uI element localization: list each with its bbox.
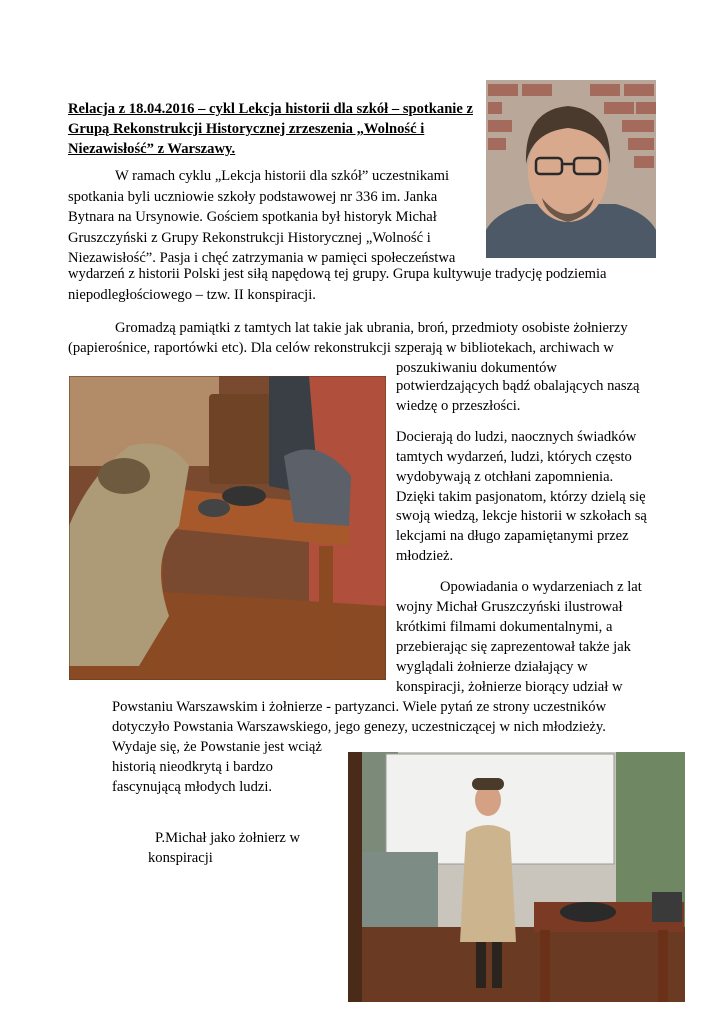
text-line: fascynującą młodych ludzi. [112, 779, 273, 795]
text-line: poszukiwaniu dokumentów [396, 360, 557, 376]
text-line: wydobywają z otchłani zapomnienia. [396, 469, 614, 485]
memorabilia-table-photo [69, 376, 386, 680]
text-line: przebierając się zaprezentował także jak [396, 639, 631, 655]
text-line: wydarzeń z historii Polski jest siłą napędową tej grupy. Grupa kultywuje tradycję podziemia [68, 266, 607, 282]
title-line: Relacja z 18.04.2016 – cykl Lekcja historii dla szkół – spotkanie z [68, 101, 473, 117]
text-line: Opowiadania o wydarzeniach z lat [440, 579, 642, 595]
text-line: Dzięki takim pasjonatom, którzy dzielą się [396, 489, 646, 505]
text-line: Wydaje się, że Powstanie jest wciąż [112, 739, 322, 755]
text-line: Bytnara na Ursynowie. Gościem spotkania był historyk Michał [68, 209, 437, 225]
text-line: W ramach cyklu „Lekcja historii dla szkół” uczestnikami [115, 168, 450, 184]
text-line: Gruszczyński z Grupy Rekonstrukcji Historycznej „Wolność i [68, 230, 431, 246]
text-line: Gromadzą pamiątki z tamtych lat takie jak ubrania, broń, przedmioty osobiste żołnierzy [115, 320, 628, 336]
text-line: dotyczyło Powstania Warszawskiego, jego genezy, uczestniczącej w nich młodzieży. [112, 719, 606, 735]
text-line: konspiracji, żołnierze biorący udział w [396, 679, 623, 695]
text-line: (papierośnice, raportówki etc). Dla celów rekonstrukcji szperają w bibliotekach, archiwach w [68, 340, 614, 356]
text-line: lekcjami na długo zapamiętanymi przez [396, 528, 629, 544]
text-line: młodzież. [396, 548, 454, 564]
text-line: potwierdzających bądź obalających naszą [396, 378, 640, 394]
title-line: Grupą Rekonstrukcji Historycznej zrzeszenia „Wolność i [68, 121, 425, 137]
text-line: Powstaniu Warszawskim i żołnierze - partyzanci. Wiele pytań ze strony uczestników [112, 699, 607, 715]
text-line: wyglądali żołnierze działający w [396, 659, 588, 675]
text-line: Docierają do ludzi, naocznych świadków [396, 429, 637, 445]
text-line: krótkimi filmami dokumentalnymi, a [396, 619, 613, 635]
text-line: Niezawisłość”. Pasja i chęć zatrzymania w pamięci społeczeństwa [68, 250, 456, 266]
soldier-costume-photo [348, 752, 685, 1002]
portrait-photo [486, 80, 656, 258]
text-line: niepodległościowego – tzw. II konspiracji. [68, 287, 316, 303]
text-line: wojny Michał Gruszczyński ilustrował [396, 599, 623, 615]
text-line: historią nieodkrytą i bardzo [112, 759, 273, 775]
text-line: spotkania byli uczniowie szkoły podstawowej nr 336 im. Janka [68, 189, 438, 205]
caption-line: P.Michał jako żołnierz w [155, 830, 301, 846]
text-line: wiedzę o przeszłości. [396, 398, 521, 414]
text-line: swoją wiedzą, lekcje historii w szkołach są [396, 508, 647, 524]
caption-line: konspiracji [148, 850, 213, 866]
title-line: Niezawisłość” z Warszawy. [68, 141, 236, 157]
text-line: tamtych wydarzeń, ludzi, których często [396, 449, 632, 465]
